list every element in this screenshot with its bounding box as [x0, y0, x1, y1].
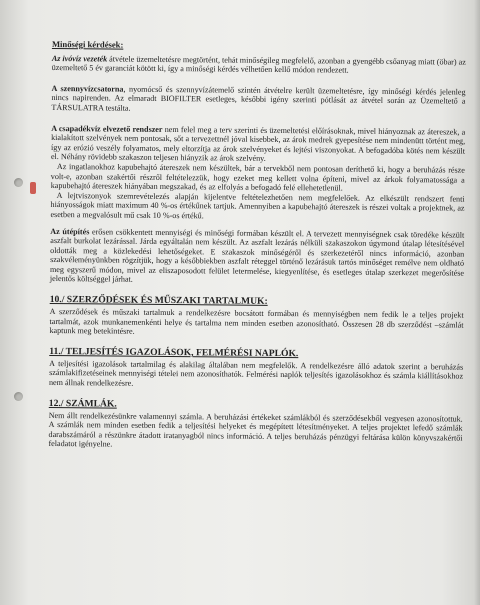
paragraph-certifications: A teljesítési igazolások tartalmilag és alakilag általában nem megfelelők. A rendelkezésre álló adatok szerint a beruházás számlakifizetéseinek mennyiségi tételei nem azonosíthatók. Felmérési naplók teljesítés igazolásokhoz és számla kiállításokhoz nem állnak rendelkezésre. [48, 358, 464, 388]
paragraph-invoices: Nem állt rendelkezésünkre valamennyi számla. A beruházási értékeket számlákból és szerződésekből vegyesen azonosítottuk. A számlák nem minden esetben fedik a teljesítési helyeket és megépített létesítményeket. A teljes projektet lefedő számlák darabszámáról a részünkre átadott iratanyagból nincs információ. A teljes beruházás pénzügyi feltárása külön könyvszakértői feladatot igényelne. [48, 410, 463, 449]
paragraph-text: erősen csökkentett mennyiségi és minőségi formában készült el. A tervezett mennyiségnek csak töredéke készült aszfalt burkolat lezárással. Járda egyáltalán nem készült. Az aszfalt lezárás nélküli szakaszokon úgymond útalap létesítésével oldották meg a közlekedési lehetőségeket. E szakaszok minőségéről és szerkezetéről nincs információ, azonban szakvéleményünkben rögzítjük, hogy a későbbiekben aszfalt réteggel történő lezárásuk tartós minőséget remélve nem oldható meg egyszerű módon, mivel az eliszaposodott felület letermelése, kiegyenlítése, és esetleges útalap szerkezet megerősítése jelentős költséggel járhat. [49, 226, 465, 285]
paragraph-drinking-water [52, 54, 466, 77]
paragraph-road-construction [50, 226, 464, 287]
paragraph-lead: A szennyvízcsatorna [51, 83, 124, 94]
section-heading-contracts: 10./ SZERZŐDÉSEK ÉS MŰSZAKI TARTALMUK: [49, 294, 268, 307]
paragraph-lead: A csapadékvíz elvezető rendszer [51, 123, 163, 134]
paragraph-text: átvétele üzemeltetésre megtörtént, tehát minőségileg megfelelő, azonban a gyengébb csőanyag miatt (öbar) az üzemeltető 5 év garanciát kötött ki, így a minőségi kérdés vélhetően kellő módon rendezett. [51, 54, 466, 75]
punch-hole-top [14, 178, 23, 187]
red-margin-mark [30, 182, 36, 194]
section-heading-invoices: 12./ SZÁMLÁK. [48, 397, 117, 410]
punch-hole-bottom [14, 392, 23, 401]
paragraph-driveway-culverts: Az ingatlanokhoz kapubehajtó átereszek nem készültek, bár a tervekből nem pontosan deríthető ki, hogy a beruházás része volt-e, azonban szakértői részről feltételezzük, hogy ezeket meg kellett volna építeni, mivel az árkok folyamatossága a kapubehajtó átereszek hiányában megszakad, és az elfolyás a befogadó felé ellehetetlenül. [50, 161, 465, 193]
paragraph-text: nem felel meg a terv szerinti és üzemeltetési előírásoknak, mivel hiányoznak az átereszek, a kialakított szelvények nem pontosak, sőt a tervezettnél jóval kisebbek, az árok medrek gyepesítése nem mindenütt történt meg, így az erózió veszély folyamatos, mely eltorzítja az árok szelvényeket és lejtési viszonyokat. A befogadóba kötés nem készült el. Néhány rövidebb szakaszon teljesen hiányzik az árok szelvény. [50, 124, 466, 164]
paragraph-lead: Az ivóvíz vezeték [51, 53, 108, 64]
paragraph-gradient: A lejtviszonyok szemrevételezés alapján kijelentve feltételezhetően nem megfelelőek. Az elkészült rendszert fenti hiányosságok miatt maximum 40 %-os értékűnek tartjuk. Amennyiben a kapubehajtó átereszek is részei voltak a projektnek, az esetben a megvalósult mű csak 10 %-os értékű. [50, 190, 465, 221]
document-body [48, 40, 466, 460]
section-title: Minőségi kérdések: [51, 39, 124, 50]
paragraph-contracts: A szerződések és műszaki tartalmuk a rendelkezésre bocsátott formában és mennyiségben nem fedik le a teljes projekt tartalmát, azok munkanemenkénti helye és tartalma nem minden esetben azonosítható. Összesen 28 db szerződést –számlát kaptunk meg betekintésre. [49, 307, 464, 336]
paragraph-stormwater [51, 124, 465, 166]
page-edge-shadow [474, 0, 480, 605]
paragraph-lead: Az útépítés [50, 226, 90, 236]
paragraph-text: , nyomócső és szennyvízátemelő szintén átvételre került üzemeltetésre, így minőségi kérdés jelenleg nincs napirenden. Az elmaradt BIOFILTER esetleges, későbbi igény szerinti pótlását az átvétel során az Üzemeltető a TÁRSULATRA testálta. [51, 84, 466, 113]
section-heading-certifications: 11./ TELJESÍTÉS IGAZOLÁSOK, FELMÉRÉSI NAPLÓK. [49, 345, 299, 360]
paragraph-sewer [51, 84, 465, 116]
